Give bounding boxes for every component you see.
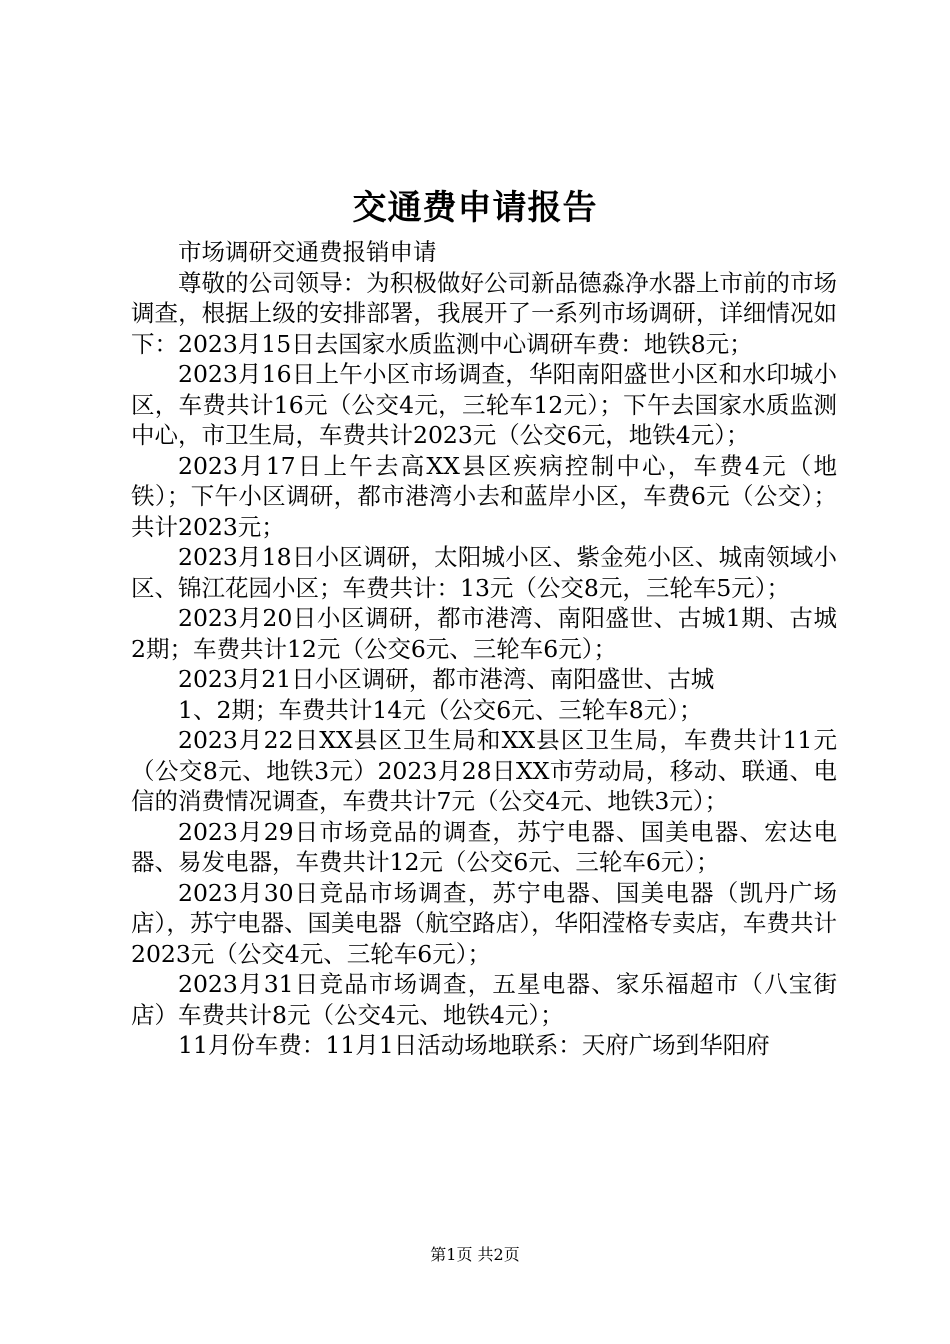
- paragraph-entry: 2023月21日小区调研，都市港湾、南阳盛世、古城: [178, 665, 715, 693]
- paragraph-intro: 尊敬的公司领导：为积极做好公司新品德淼净水器上市前的市场调查，根据上级的安排部署，我展开了一系列市场调研，详细情况如下：2023月15日去国家水质监测中心调研车费：地铁8元；: [131, 268, 837, 358]
- paragraph-heading: 市场调研交通费报销申请: [178, 238, 437, 266]
- paragraph-entry: 2023月20日小区调研，都市港湾、南阳盛世、古城1期、古城2期；车费共计12元（公交6元、三轮车6元）；: [131, 604, 837, 663]
- paragraph-entry: 2023月18日小区调研，太阳城小区、紫金苑小区、城南领域小区、锦江花园小区；车费共计：13元（公交8元，三轮车5元）；: [131, 543, 837, 602]
- paragraph-entry: 2023月22日XX县区卫生局和XX县区卫生局，车费共计11元（公交8元、地铁3元）2023月28日XX市劳动局，移动、联通、电信的消费情况调查，车费共计7元（公交4元、地铁3元）；: [131, 726, 837, 815]
- paragraph-entry: 2023月17日上午去高XX县区疾病控制中心，车费4元（地铁）；下午小区调研，都市港湾小去和蓝岸小区，车费6元（公交）；共计2023元；: [131, 451, 837, 541]
- paragraph-entry: 2023月31日竞品市场调查，五星电器、家乐福超市（八宝街店）车费共计8元（公交4元、地铁4元）；: [131, 970, 837, 1029]
- paragraph-entry: 2023月30日竞品市场调查，苏宁电器、国美电器（凯丹广场店），苏宁电器、国美电器（航空路店），华阳滢格专卖店，车费共计2023元（公交4元、三轮车6元）；: [131, 878, 837, 968]
- document-title: 交通费申请报告: [352, 188, 598, 228]
- paragraph-entry: 1、2期；车费共计14元（公交6元、三轮车8元）；: [178, 695, 703, 724]
- paragraph-entry: 2023月16日上午小区市场调查，华阳南阳盛世小区和水印城小区，车费共计16元（公交4元，三轮车12元）；下午去国家水质监测中心，市卫生局，车费共计2023元（公交6元，地铁4元）；: [131, 360, 837, 449]
- paragraph-entry: 11月份车费：11月1日活动场地联系：天府广场到华阳府: [178, 1031, 770, 1059]
- document-body: [131, 237, 837, 1061]
- paragraph-entry: 2023月29日市场竞品的调查，苏宁电器、国美电器、宏达电器、易发电器，车费共计12元（公交6元、三轮车6元）；: [131, 817, 837, 876]
- page-footer: 第1页 共2页: [430, 1245, 520, 1264]
